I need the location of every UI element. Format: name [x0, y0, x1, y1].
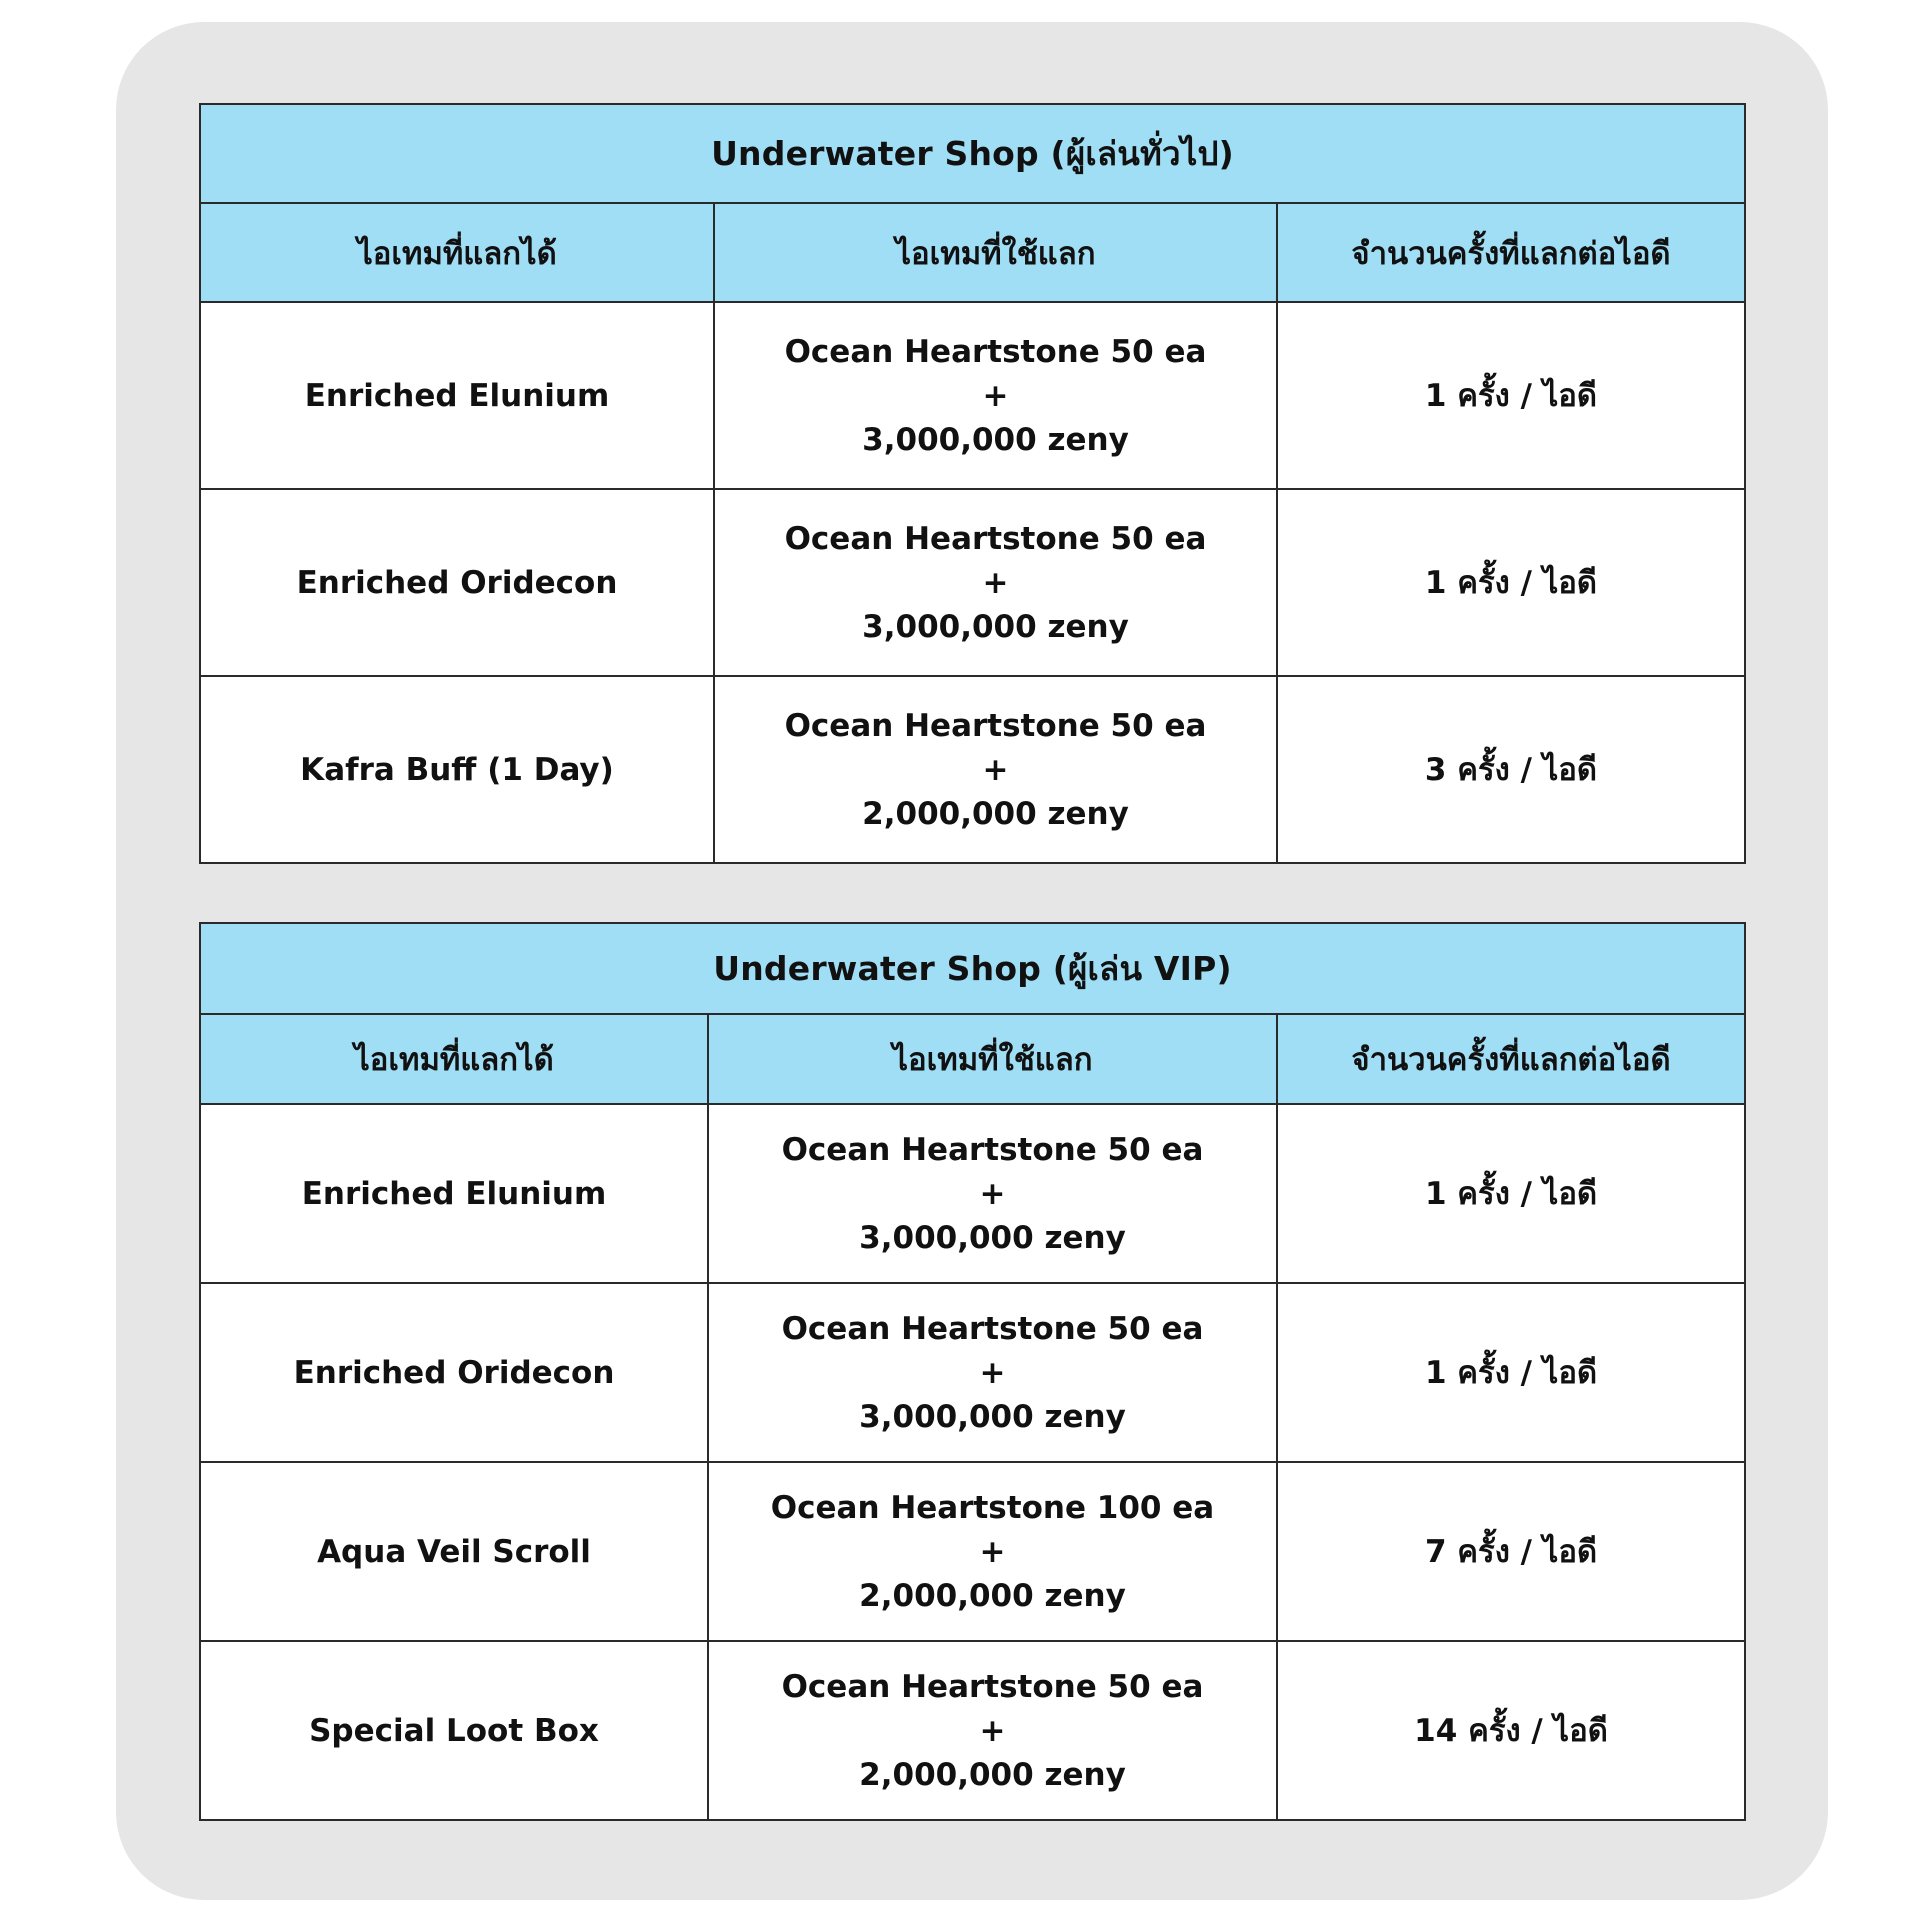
exchange-limit: 1 ครั้ง / ไอดี: [1277, 489, 1745, 676]
cost-plus: +: [982, 564, 1009, 601]
cost-zeny: 2,000,000 zeny: [859, 1756, 1126, 1793]
item-name: Enriched Elunium: [200, 302, 714, 489]
cost-zeny: 2,000,000 zeny: [862, 795, 1129, 832]
shop-table-vip: [199, 922, 1746, 1821]
table-row: [200, 302, 1745, 489]
exchange-limit: 1 ครั้ง / ไอดี: [1277, 1283, 1745, 1462]
column-header-limit: จำนวนครั้งที่แลกต่อไอดี: [1277, 1014, 1745, 1104]
cost-item: Ocean Heartstone 50 ea: [781, 1310, 1204, 1347]
cost-item: Ocean Heartstone 100 ea: [770, 1489, 1215, 1526]
cost-plus: +: [979, 1533, 1006, 1570]
column-header-item: ไอเทมที่แลกได้: [200, 203, 714, 302]
item-name: Aqua Veil Scroll: [200, 1462, 708, 1641]
cost-zeny: 2,000,000 zeny: [859, 1577, 1126, 1614]
exchange-limit: 3 ครั้ง / ไอดี: [1277, 676, 1745, 863]
cost-item: Ocean Heartstone 50 ea: [784, 520, 1207, 557]
shop-table-general: [199, 103, 1746, 864]
cost-item: Ocean Heartstone 50 ea: [784, 707, 1207, 744]
cost-cell: [714, 676, 1277, 863]
cost-cell: [708, 1104, 1277, 1283]
table-title: Underwater Shop (ผู้เล่น VIP): [200, 923, 1745, 1014]
cost-cell: [708, 1462, 1277, 1641]
exchange-limit: 7 ครั้ง / ไอดี: [1277, 1462, 1745, 1641]
exchange-limit: 1 ครั้ง / ไอดี: [1277, 302, 1745, 489]
column-header-cost: ไอเทมที่ใช้แลก: [714, 203, 1277, 302]
table-row: [200, 1104, 1745, 1283]
table-title-row: [200, 104, 1745, 203]
cost-cell: [708, 1283, 1277, 1462]
cost-zeny: 3,000,000 zeny: [862, 608, 1129, 645]
item-name: Enriched Oridecon: [200, 489, 714, 676]
cost-plus: +: [979, 1712, 1006, 1749]
cost-plus: +: [982, 377, 1009, 414]
cost-zeny: 3,000,000 zeny: [859, 1219, 1126, 1256]
table-title: Underwater Shop (ผู้เล่นทั่วไป): [200, 104, 1745, 203]
cost-plus: +: [982, 751, 1009, 788]
cost-item: Ocean Heartstone 50 ea: [781, 1131, 1204, 1168]
table-row: [200, 489, 1745, 676]
item-name: Enriched Elunium: [200, 1104, 708, 1283]
column-header-row: [200, 203, 1745, 302]
cost-item: Ocean Heartstone 50 ea: [784, 333, 1207, 370]
cost-cell: [714, 489, 1277, 676]
exchange-limit: 14 ครั้ง / ไอดี: [1277, 1641, 1745, 1820]
column-header-limit: จำนวนครั้งที่แลกต่อไอดี: [1277, 203, 1745, 302]
item-name: Kafra Buff (1 Day): [200, 676, 714, 863]
cost-zeny: 3,000,000 zeny: [859, 1398, 1126, 1435]
item-name: Enriched Oridecon: [200, 1283, 708, 1462]
cost-cell: [714, 302, 1277, 489]
cost-plus: +: [979, 1175, 1006, 1212]
table-row: [200, 1283, 1745, 1462]
table-row: [200, 1462, 1745, 1641]
cost-zeny: 3,000,000 zeny: [862, 421, 1129, 458]
column-header-cost: ไอเทมที่ใช้แลก: [708, 1014, 1277, 1104]
table-row: [200, 1641, 1745, 1820]
column-header-row: [200, 1014, 1745, 1104]
cost-item: Ocean Heartstone 50 ea: [781, 1668, 1204, 1705]
column-header-item: ไอเทมที่แลกได้: [200, 1014, 708, 1104]
exchange-limit: 1 ครั้ง / ไอดี: [1277, 1104, 1745, 1283]
item-name: Special Loot Box: [200, 1641, 708, 1820]
table-row: [200, 676, 1745, 863]
table-title-row: [200, 923, 1745, 1014]
cost-cell: [708, 1641, 1277, 1820]
cost-plus: +: [979, 1354, 1006, 1391]
